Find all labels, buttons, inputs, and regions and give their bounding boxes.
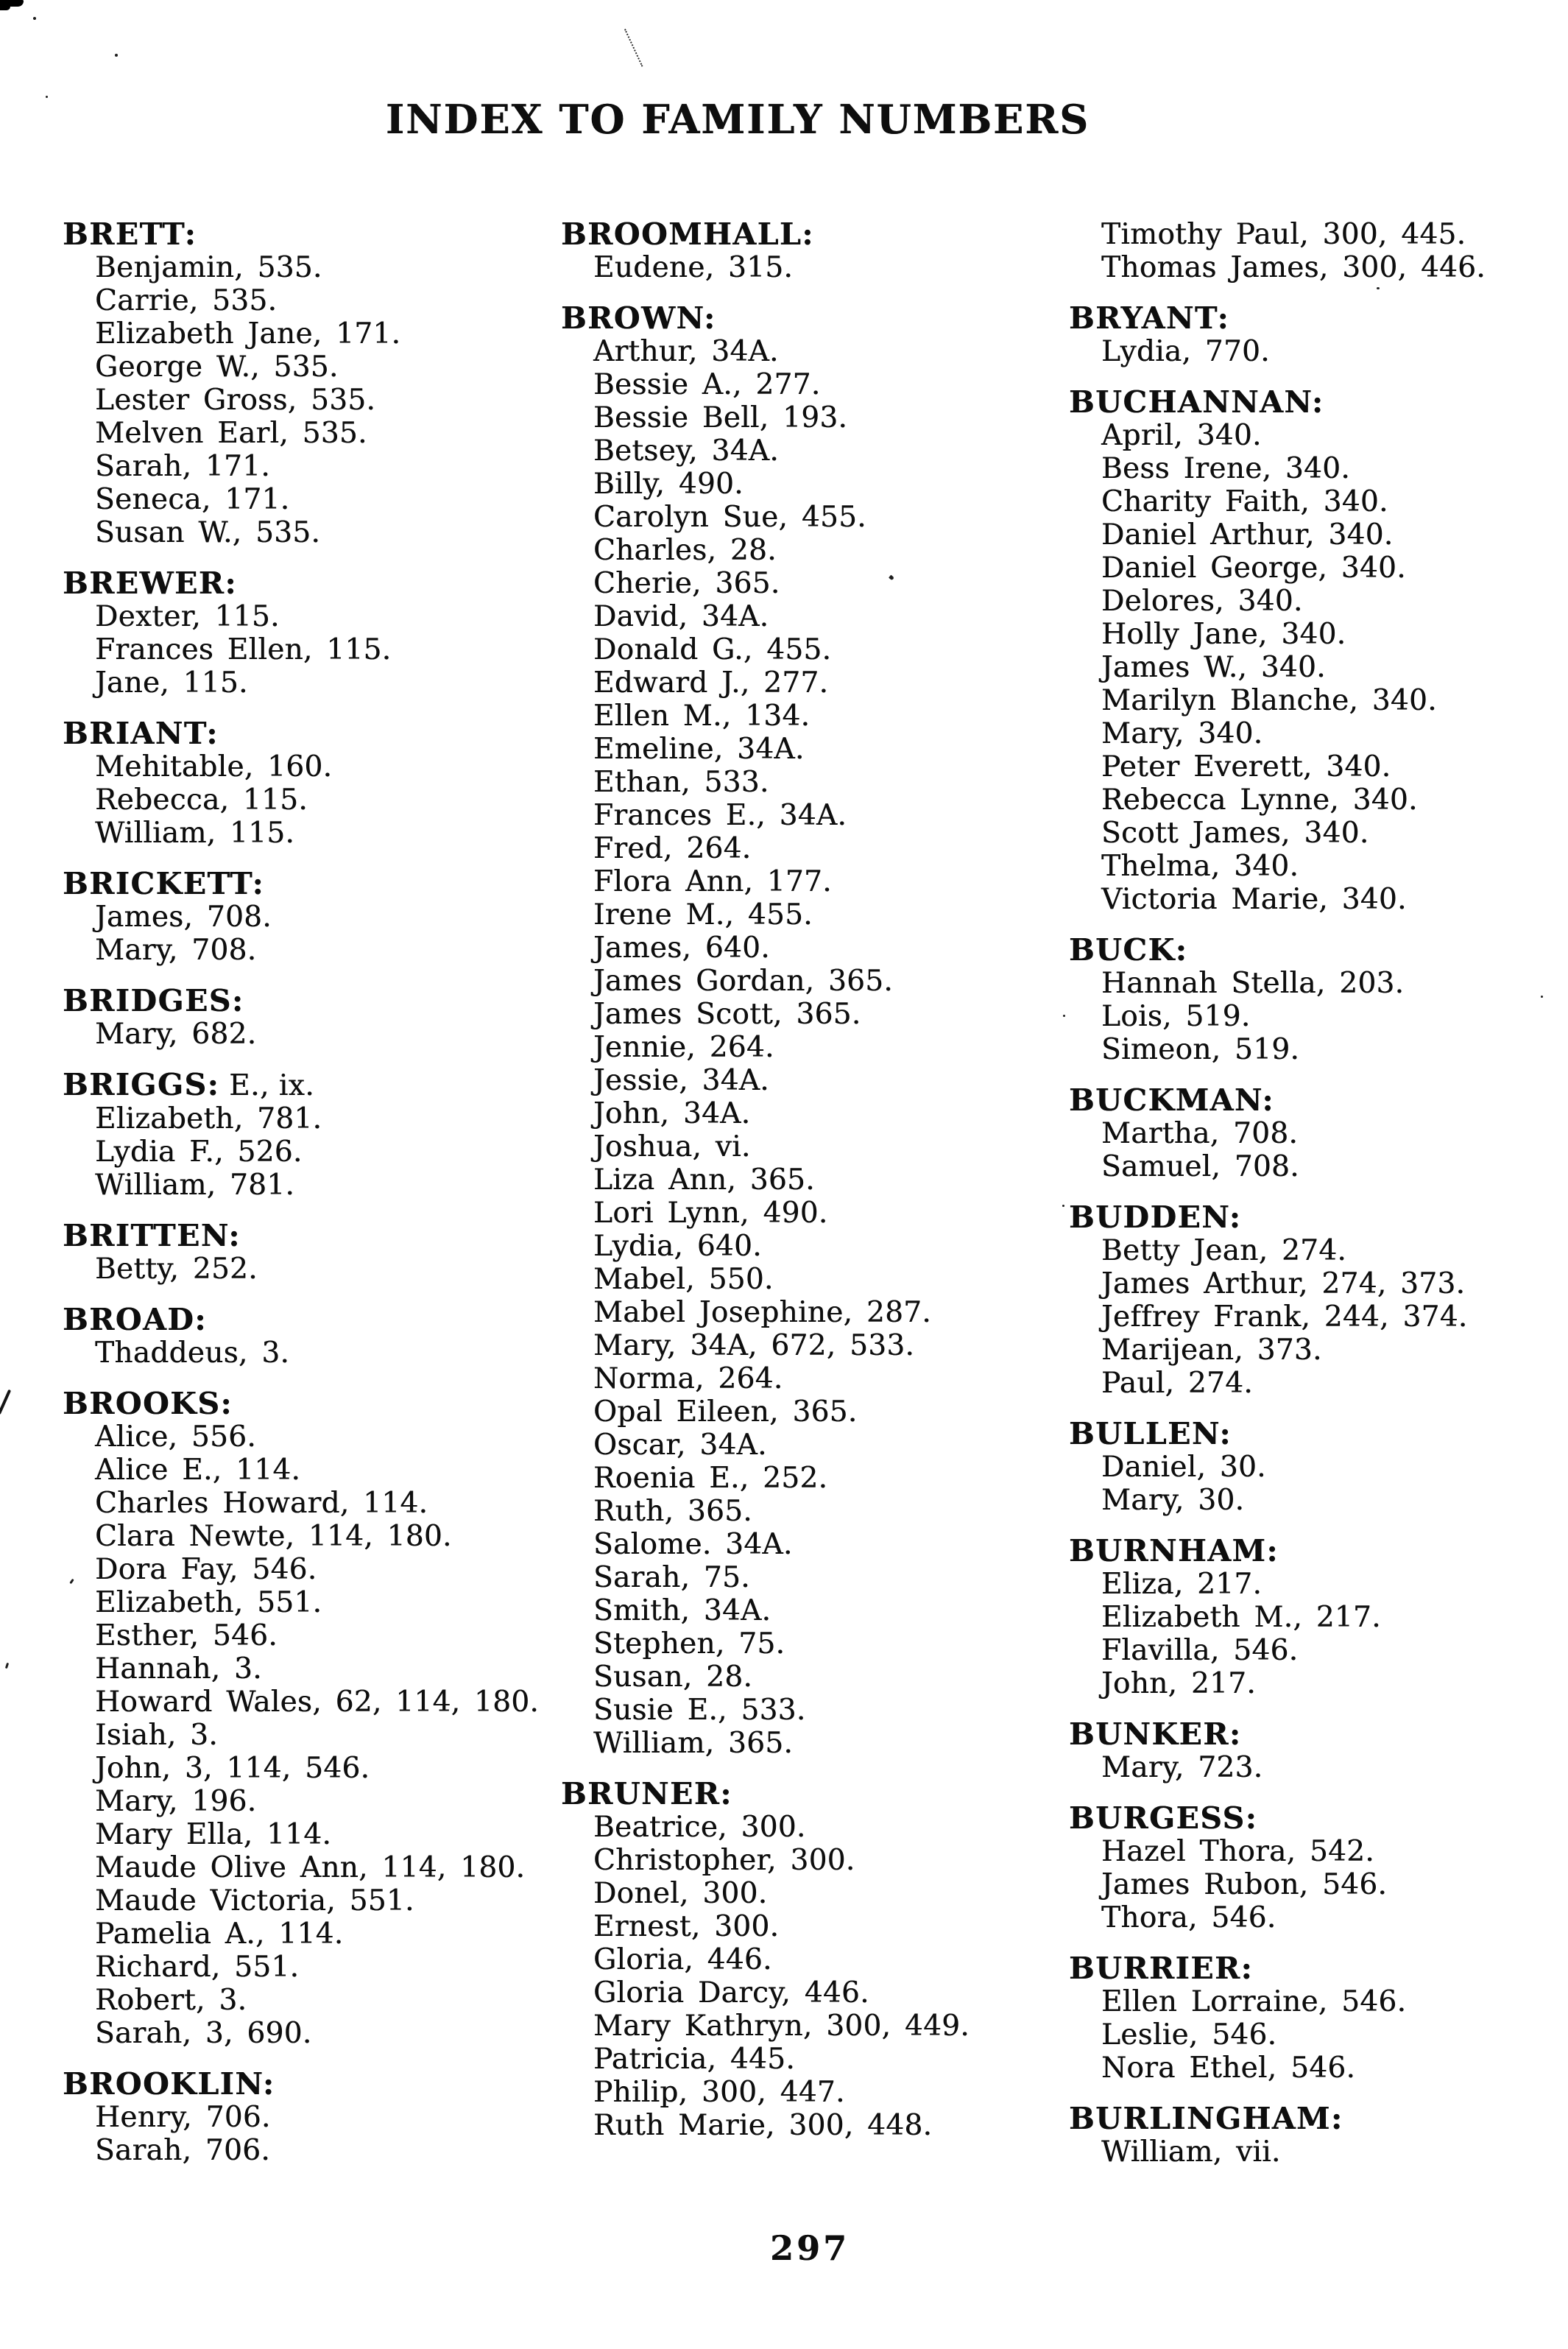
- ink-speck: [5, 1663, 9, 1669]
- surname-heading: [63, 985, 548, 1018]
- surname-section: [1069, 1802, 1555, 1934]
- surname-label: BUCKMAN:: [1069, 1082, 1275, 1118]
- surname-label: BRIANT:: [63, 716, 219, 751]
- index-entry: Mabel Josephine, 287.: [593, 1296, 931, 1329]
- index-entry: Thelma, 340.: [1101, 850, 1299, 883]
- index-entry: Lydia, 640.: [593, 1230, 762, 1263]
- index-entry: Susie E., 533.: [593, 1694, 806, 1727]
- index-entry: Pamelia A., 114.: [95, 1917, 344, 1951]
- surname-section: [1069, 1718, 1555, 1784]
- index-entry: James Rubon, 546.: [1101, 1868, 1388, 1901]
- index-entry: Victoria Marie, 340.: [1101, 883, 1407, 916]
- index-entry: Alice E., 114.: [95, 1454, 301, 1487]
- index-entry: Dexter, 115.: [95, 600, 280, 633]
- index-entry: Martha, 708.: [1101, 1117, 1299, 1150]
- surname-section: [1069, 302, 1555, 368]
- index-entry: Melven Earl, 535.: [95, 417, 367, 450]
- surname-heading: [561, 218, 1047, 251]
- index-entry: Susan W., 535.: [95, 516, 321, 549]
- surname-label: BURLINGHAM:: [1069, 2101, 1343, 2136]
- index-entry: William, 115.: [95, 817, 295, 850]
- surname-section: [561, 218, 1047, 284]
- index-entry: Carrie, 535.: [95, 284, 278, 317]
- index-entry: Gloria Darcy, 446.: [593, 1976, 869, 2010]
- index-entry: Sarah, 171.: [95, 450, 270, 483]
- surname-label: BRIDGES:: [63, 983, 244, 1018]
- index-entry: Peter Everett, 340.: [1101, 750, 1391, 783]
- index-entry: Donald G., 455.: [593, 633, 832, 666]
- surname-section: [63, 1068, 548, 1202]
- index-entry: Hannah Stella, 203.: [1101, 967, 1405, 1000]
- index-entry: James, 708.: [95, 901, 272, 934]
- index-entry: Paul, 274.: [1101, 1367, 1253, 1400]
- surname-heading: [63, 218, 548, 251]
- index-entry: Susan, 28.: [593, 1660, 753, 1694]
- surname-heading: [1069, 1535, 1555, 1568]
- index-entry: Patricia, 445.: [593, 2043, 795, 2076]
- index-entry: Cherie, 365.: [593, 567, 780, 600]
- index-entry: Thaddeus, 3.: [95, 1336, 290, 1370]
- index-entry: William, vii.: [1101, 2135, 1281, 2169]
- index-entry: Lori Lynn, 490.: [593, 1197, 828, 1230]
- index-entry: Timothy Paul, 300, 445.: [1101, 218, 1466, 251]
- surname-heading: [63, 1387, 548, 1420]
- index-entry: Mary, 340.: [1101, 717, 1263, 750]
- index-entry: Samuel, 708.: [1101, 1150, 1299, 1183]
- surname-section: [63, 867, 548, 967]
- index-entry: Mary, 30.: [1101, 1484, 1245, 1517]
- index-entry: Mary, 34A, 672, 533.: [593, 1329, 915, 1362]
- index-entry: Charity Faith, 340.: [1101, 485, 1388, 518]
- index-entry: Roenia E., 252.: [593, 1462, 828, 1495]
- surname-heading: [63, 567, 548, 600]
- index-entry: Stephen, 75.: [593, 1627, 785, 1660]
- surname-label: BREWER:: [63, 566, 237, 601]
- index-entry: Billy, 490.: [593, 468, 744, 501]
- index-entry: Esther, 546.: [95, 1619, 278, 1652]
- index-entry: Elizabeth, 781.: [95, 1102, 322, 1135]
- index-entry: Elizabeth M., 217.: [1101, 1601, 1381, 1634]
- index-entry: April, 340.: [1101, 419, 1262, 452]
- index-entry: Sarah, 75.: [593, 1561, 750, 1594]
- index-entry: Jennie, 264.: [593, 1031, 774, 1064]
- surname-label: BROOKS:: [63, 1386, 233, 1421]
- surname-label: BURNHAM:: [1069, 1533, 1279, 1568]
- index-entry: Howard Wales, 62, 114, 180.: [95, 1686, 540, 1719]
- index-entry: Mabel, 550.: [593, 1263, 774, 1296]
- surname-section: [1069, 934, 1555, 1066]
- index-column: [63, 218, 548, 2167]
- index-entry: William, 781.: [95, 1169, 295, 1202]
- surname-label: BROOKLIN:: [63, 2066, 275, 2102]
- index-entry: Christopher, 300.: [593, 1844, 855, 1877]
- index-entry: Simeon, 519.: [1101, 1033, 1300, 1066]
- index-entry: Hannah, 3.: [95, 1652, 262, 1686]
- ink-speck: [46, 96, 48, 98]
- index-entry: Oscar, 34A.: [593, 1429, 767, 1462]
- surname-section: [63, 1219, 548, 1286]
- index-entry: Richard, 551.: [95, 1951, 300, 1984]
- index-entry: Ellen Lorraine, 546.: [1101, 1985, 1407, 2018]
- index-entry: George W., 535.: [95, 351, 339, 384]
- index-entry: Maude Victoria, 551.: [95, 1884, 414, 1917]
- surname-heading: [561, 1778, 1047, 1811]
- index-entry: Lydia, 770.: [1101, 335, 1270, 368]
- index-entry: Elizabeth, 551.: [95, 1586, 322, 1619]
- surname-section: [63, 1303, 548, 1370]
- index-entry: Delores, 340.: [1101, 585, 1303, 618]
- index-entry: Eudene, 315.: [593, 251, 794, 284]
- index-entry: Salome. 34A.: [593, 1528, 793, 1561]
- index-entry: Benjamin, 535.: [95, 251, 322, 284]
- index-entry: Eliza, 217.: [1101, 1568, 1262, 1601]
- index-entry: Thora, 546.: [1101, 1901, 1276, 1934]
- index-entry: David, 34A.: [593, 600, 769, 633]
- index-entry: Jane, 115.: [95, 666, 248, 700]
- index-entry: James Gordan, 365.: [593, 965, 893, 998]
- index-entry: Betsey, 34A.: [593, 434, 779, 468]
- surname-section: [63, 567, 548, 700]
- index-entry: Mary, 196.: [95, 1785, 257, 1818]
- surname-section: [63, 2068, 548, 2167]
- surname-heading: [1069, 1084, 1555, 1117]
- ink-speck: [33, 17, 36, 20]
- scratch-mark-artifact: [624, 29, 643, 67]
- index-entry: Sarah, 3, 690.: [95, 2017, 312, 2050]
- index-entry: Robert, 3.: [95, 1984, 247, 2017]
- page-title: INDEX TO FAMILY NUMBERS: [385, 96, 1090, 143]
- index-entry: Fred, 264.: [593, 832, 752, 865]
- surname-section: [1069, 386, 1555, 916]
- index-entry: Dora Fay, 546.: [95, 1553, 317, 1586]
- index-entry: Marijean, 373.: [1101, 1334, 1322, 1367]
- index-entry: Betty, 252.: [95, 1253, 258, 1286]
- index-entry: James Scott, 365.: [593, 998, 861, 1031]
- index-entry: Beatrice, 300.: [593, 1811, 806, 1844]
- index-entry: Rebecca, 115.: [95, 783, 308, 817]
- surname-label: BUDDEN:: [1069, 1200, 1242, 1235]
- surname-section: [1069, 1084, 1555, 1183]
- index-entry: Ruth, 365.: [593, 1495, 752, 1528]
- index-entry: Leslie, 546.: [1101, 2018, 1277, 2052]
- surname-section: [63, 985, 548, 1051]
- surname-heading: [1069, 302, 1555, 335]
- surname-section: [561, 302, 1047, 1760]
- index-entry: Ernest, 300.: [593, 1910, 780, 1943]
- index-entry: Henry, 706.: [95, 2101, 271, 2134]
- index-entry: Daniel, 30.: [1101, 1451, 1266, 1484]
- index-entry: Opal Eileen, 365.: [593, 1395, 858, 1429]
- index-entry: Gloria, 446.: [593, 1943, 772, 1976]
- index-entry: Mary, 723.: [1101, 1751, 1263, 1784]
- surname-heading: [63, 2068, 548, 2101]
- index-entry: Lydia F., 526.: [95, 1135, 303, 1169]
- index-column: [561, 218, 1047, 2142]
- surname-section: [1069, 218, 1555, 284]
- index-entry: Charles Howard, 114.: [95, 1487, 428, 1520]
- surname-label: BUNKER:: [1069, 1716, 1242, 1752]
- surname-heading: [1069, 1418, 1555, 1451]
- surname-section: [1069, 1418, 1555, 1517]
- index-entry: Ellen M., 134.: [593, 700, 811, 733]
- surname-label: BRITTEN:: [63, 1218, 241, 1253]
- index-entry: Smith, 34A.: [593, 1594, 771, 1627]
- index-entry: Liza Ann, 365.: [593, 1163, 815, 1197]
- index-entry: Marilyn Blanche, 340.: [1101, 684, 1437, 717]
- index-entry: Scott James, 340.: [1101, 817, 1369, 850]
- index-entry: Norma, 264.: [593, 1362, 783, 1395]
- surname-heading: [1069, 2102, 1555, 2135]
- index-entry: Daniel Arthur, 340.: [1101, 518, 1394, 552]
- surname-heading: [63, 1303, 548, 1336]
- index-entry: Maude Olive Ann, 114, 180.: [95, 1851, 526, 1884]
- surname-heading: [1069, 1952, 1555, 1985]
- index-entry: Irene M., 455.: [593, 898, 813, 932]
- index-entry: Daniel George, 340.: [1101, 552, 1406, 585]
- index-entry: Arthur, 34A.: [593, 335, 779, 368]
- index-entry: Clara Newte, 114, 180.: [95, 1520, 452, 1553]
- ink-speck: [1063, 1015, 1065, 1017]
- surname-label: BROOMHALL:: [561, 216, 814, 252]
- index-entry: Bessie A., 277.: [593, 368, 821, 401]
- index-entry: Betty Jean, 274.: [1101, 1234, 1347, 1267]
- surname-section: [63, 1387, 548, 2050]
- surname-section: [1069, 2102, 1555, 2169]
- index-entry: Philip, 300, 447.: [593, 2076, 845, 2109]
- ink-speck: [1062, 1205, 1064, 1207]
- index-entry: Bessie Bell, 193.: [593, 401, 848, 434]
- surname-heading: [1069, 1201, 1555, 1234]
- index-entry: Lester Gross, 535.: [95, 384, 376, 417]
- index-entry: Frances Ellen, 115.: [95, 633, 392, 666]
- surname-heading: [63, 1219, 548, 1253]
- surname-label: BRICKETT:: [63, 866, 265, 901]
- surname-label: BROAD:: [63, 1302, 207, 1337]
- ink-blob-artifact: [0, 0, 24, 7]
- index-entry: John, 217.: [1101, 1667, 1256, 1700]
- index-entry: Holly Jane, 340.: [1101, 618, 1346, 651]
- surname-label: BRIGGS:: [63, 1067, 220, 1102]
- inline-entry: E., ix.: [219, 1069, 315, 1102]
- index-entry: Isiah, 3.: [95, 1719, 218, 1752]
- index-entry: Carolyn Sue, 455.: [593, 501, 866, 534]
- surname-heading: [1069, 1802, 1555, 1835]
- index-entry: Emeline, 34A.: [593, 733, 805, 766]
- index-entry: John, 3, 114, 546.: [95, 1752, 370, 1785]
- index-entry: James W., 340.: [1101, 651, 1326, 684]
- index-entry: Nora Ethel, 546.: [1101, 2052, 1356, 2085]
- index-entry: Mehitable, 160.: [95, 750, 333, 783]
- index-entry: Rebecca Lynne, 340.: [1101, 783, 1418, 817]
- surname-label: BUCHANNAN:: [1069, 384, 1324, 420]
- surname-heading: [63, 717, 548, 750]
- index-entry: Alice, 556.: [95, 1420, 256, 1454]
- index-entry: Donel, 300.: [593, 1877, 768, 1910]
- slash-mark-artifact: [0, 1390, 11, 1415]
- index-entry: Charles, 28.: [593, 534, 777, 567]
- index-entry: Joshua, vi.: [593, 1130, 751, 1163]
- surname-label: BURRIER:: [1069, 1951, 1254, 1986]
- index-entry: Hazel Thora, 542.: [1101, 1835, 1374, 1868]
- index-entry: Bess Irene, 340.: [1101, 452, 1350, 485]
- index-entry: Flavilla, 546.: [1101, 1634, 1299, 1667]
- index-entry: Edward J., 277.: [593, 666, 829, 700]
- index-entry: Thomas James, 300, 446.: [1101, 251, 1486, 284]
- index-entry: Ruth Marie, 300, 448.: [593, 2109, 933, 2142]
- surname-section: [1069, 1201, 1555, 1400]
- surname-label: BRYANT:: [1069, 300, 1230, 336]
- surname-section: [63, 717, 548, 850]
- index-entry: Mary Ella, 114.: [95, 1818, 332, 1851]
- index-entry: James Arthur, 274, 373.: [1101, 1267, 1466, 1300]
- ink-speck: [115, 54, 118, 57]
- surname-heading: [1069, 386, 1555, 419]
- index-entry: James, 640.: [593, 932, 770, 965]
- index-entry: Lois, 519.: [1101, 1000, 1251, 1033]
- surname-section: [561, 1778, 1047, 2142]
- surname-heading: [63, 867, 548, 901]
- index-entry: Jessie, 34A.: [593, 1064, 769, 1097]
- index-column: [1069, 218, 1555, 2169]
- index-entry: Mary Kathryn, 300, 449.: [593, 2010, 970, 2043]
- index-entry: Mary, 708.: [95, 934, 257, 967]
- surname-label: BRETT:: [63, 216, 197, 252]
- surname-label: BULLEN:: [1069, 1416, 1232, 1451]
- index-entry: Jeffrey Frank, 244, 374.: [1101, 1300, 1468, 1334]
- surname-heading: [1069, 1718, 1555, 1751]
- index-entry: William, 365.: [593, 1727, 794, 1760]
- surname-heading: [63, 1068, 548, 1102]
- index-entry: Seneca, 171.: [95, 483, 290, 516]
- page-number: 297: [769, 2228, 850, 2268]
- surname-label: BURGESS:: [1069, 1800, 1258, 1836]
- surname-heading: [1069, 934, 1555, 967]
- index-entry: Frances E., 34A.: [593, 799, 847, 832]
- index-entry: John, 34A.: [593, 1097, 751, 1130]
- surname-heading: [561, 302, 1047, 335]
- surname-label: BRUNER:: [561, 1776, 732, 1811]
- surname-section: [63, 218, 548, 549]
- index-entry: Flora Ann, 177.: [593, 865, 832, 898]
- surname-label: BUCK:: [1069, 932, 1188, 968]
- surname-section: [1069, 1535, 1555, 1700]
- index-entry: Mary, 682.: [95, 1018, 257, 1051]
- surname-label: BROWN:: [561, 300, 716, 336]
- index-entry: Elizabeth Jane, 171.: [95, 317, 401, 351]
- index-entry: Sarah, 706.: [95, 2134, 270, 2167]
- surname-section: [1069, 1952, 1555, 2085]
- index-entry: Ethan, 533.: [593, 766, 769, 799]
